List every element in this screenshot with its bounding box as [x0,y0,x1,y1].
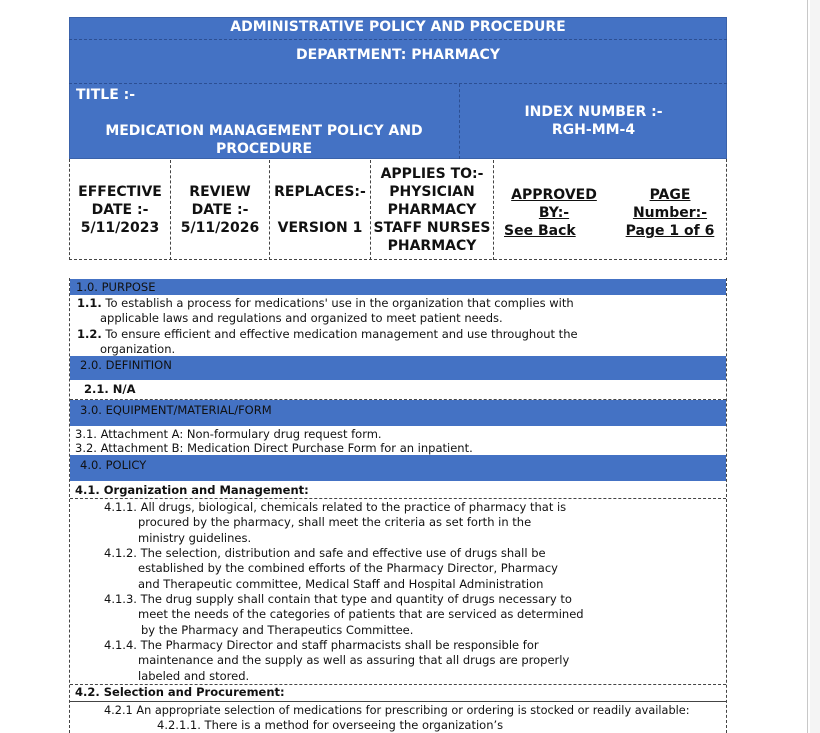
applies-2: PHARMACY [387,202,477,218]
applies-label: APPLIES TO:- [380,166,484,182]
applies-4: PHARMACY [387,238,477,254]
effective-label: EFFECTIVE [78,184,162,200]
review-sub: DATE :- [191,202,249,218]
replaces-cell [270,160,370,260]
policy-4-2-title: 4.2. Selection and Procurement: [75,685,285,699]
policy-4-1-1-c: ministry guidelines. [138,531,252,545]
policy-4-1-4-c: labeled and stored. [138,669,250,683]
page-cell [614,160,726,260]
applies-cell [371,160,493,260]
index-value: RGH-MM-4 [551,122,636,138]
section-equipment-header: 3.0. EQUIPMENT/MATERIAL/FORM [70,400,726,426]
equipment-3-1: 3.1. Attachment A: Non-formulary drug request form. [75,427,382,441]
page-sub: Number:- [632,205,708,221]
page-shadow [810,0,820,733]
page-label: PAGE [649,187,691,203]
effective-value: 5/11/2023 [80,220,160,236]
header-divider-2 [69,83,727,84]
purpose-1-1-num: 1.1. [77,296,102,310]
approved-cell [494,160,614,260]
applies-1: PHYSICIAN [389,184,475,200]
title-label: TITLE :- [76,87,136,103]
approved-label: APPROVED BY:- [511,187,597,221]
review-value: 5/11/2026 [180,220,260,236]
review-label: REVIEW [189,184,251,200]
header-divider-1 [69,39,727,40]
policy-4-1-divider [70,498,726,499]
replaces-value: VERSION 1 [277,220,363,236]
page-value: Page 1 of 6 [625,223,715,239]
index-label: INDEX NUMBER :- [524,104,663,120]
purpose-1-2-num: 1.2. [77,327,102,341]
policy-4-1-2-b: established by the combined efforts of the Pharmacy Director, Pharmacy [138,561,558,575]
policy-4-1-2-a: 4.1.2. The selection, distribution and safe and effective use of drugs shall be [104,546,546,560]
equipment-3-2: 3.2. Attachment B: Medication Direct Purchase Form for an inpatient. [75,441,473,455]
purpose-1-1 [77,296,574,311]
definition-2-1: 2.1. N/A [84,382,136,396]
policy-4-1-4-a: 4.1.4. The Pharmacy Director and staff pharmacists shall be responsible for [104,638,539,652]
section-definition-header: 2.0. DEFINITION [70,356,726,380]
policy-4-1-1-a: 4.1.1. All drugs, biological, chemicals related to the practice of pharmacy that is [104,500,567,514]
approved-value: See Back [504,223,576,239]
page-edge [807,0,808,733]
purpose-1-2-text: To ensure efficient and effective medication management and use throughout the [105,327,578,341]
policy-4-1-1-b: procured by the pharmacy, shall meet the criteria as set forth in the [138,515,532,529]
effective-date-cell [70,160,170,260]
purpose-1-1-text: To establish a process for medications' use in the organization that complies with [105,296,574,310]
policy-4-1-4-b: maintenance and the supply as well as assuring that all drugs are properly [138,653,570,667]
policy-4-2-divider [70,701,726,702]
section-policy-header: 4.0. POLICY [70,455,726,481]
policy-4-2-1: 4.2.1 An appropriate selection of medications for prescribing or ordering is stocked or readily available: [104,704,690,717]
purpose-1-1-cont: applicable laws and regulations and organized to meet patient needs. [100,311,503,325]
policy-4-1-3-c: by the Pharmacy and Therapeutics Committee. [141,623,414,637]
policy-4-2-1-1: 4.2.1.1. There is a method for overseeing the organization’s [157,718,504,732]
department-heading: DEPARTMENT: PHARMACY [296,47,500,63]
effective-sub: DATE :- [91,202,149,218]
purpose-1-2-cont: organization. [100,342,176,356]
replaces-label: REPLACES:- [274,184,366,200]
policy-title-line1: MEDICATION MANAGEMENT POLICY AND [105,123,423,139]
applies-3: STAFF NURSES [373,220,491,236]
section-purpose-header: 1.0. PURPOSE [70,279,726,295]
policy-title-line2: PROCEDURE [215,141,313,157]
policy-4-1-3-b: meet the needs of the categories of patients that are serviced as determined [138,607,584,621]
policy-4-1-2-c: and Therapeutic committee, Medical Staff and Hospital Administration [138,577,544,591]
doc-heading: ADMINISTRATIVE POLICY AND PROCEDURE [230,19,566,35]
review-date-cell [171,160,269,260]
policy-4-1-title: 4.1. Organization and Management: [75,483,309,497]
purpose-1-2 [77,327,578,342]
policy-4-1-3-a: 4.1.3. The drug supply shall contain that type and quantity of drugs necessary to [104,592,572,606]
